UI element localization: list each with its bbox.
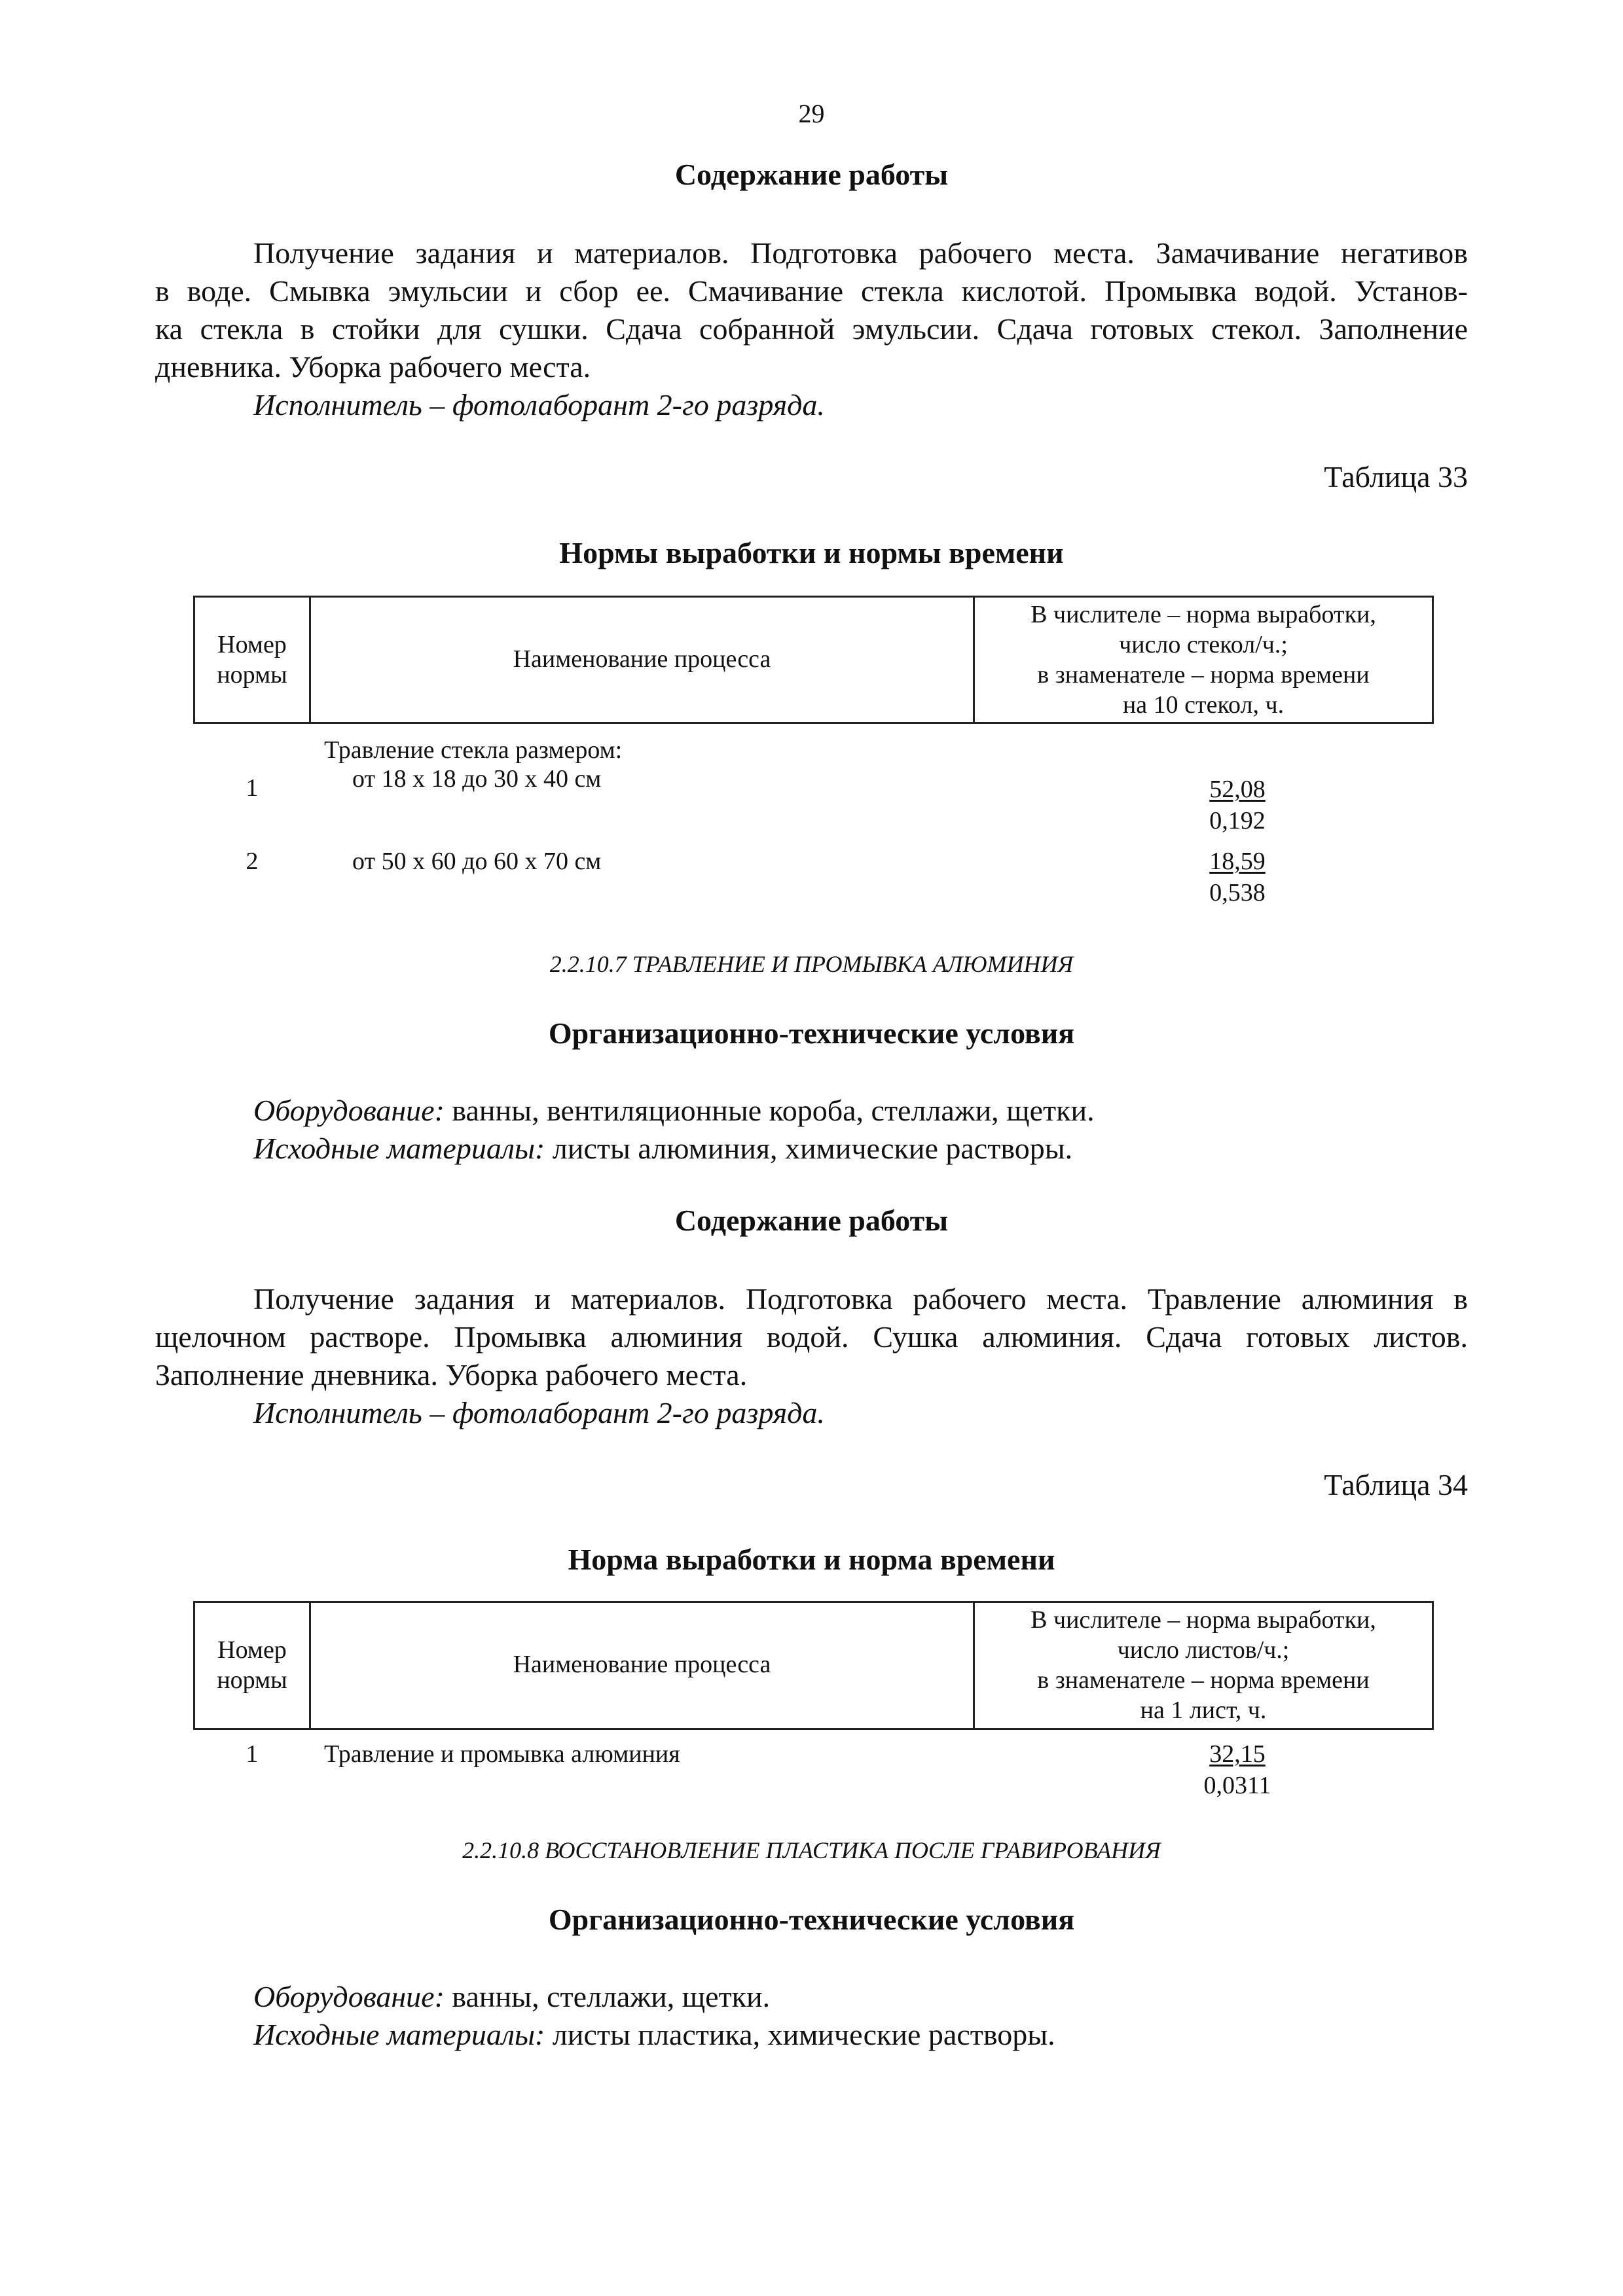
paragraph-line: Получение задания и материалов. Подготовка рабочего места. Травление алюминия в: [253, 1282, 1468, 1316]
executor-line: Исполнитель – фотолаборант 2-го разряда.: [253, 388, 825, 422]
section-title: 2.2.10.8 ВОССТАНОВЛЕНИЕ ПЛАСТИКА ПОСЛЕ ГРАВИРОВАНИЯ: [462, 1837, 1161, 1863]
materials-label: Исходные материалы:: [253, 1132, 545, 1165]
row-norm: [1106, 1738, 1368, 1801]
conditions-heading: Организационно-технические условия: [548, 1016, 1075, 1050]
norm-denominator: 0,0311: [1203, 1772, 1271, 1799]
materials-line: [253, 1127, 1566, 1170]
table-title: Нормы выработки и нормы времени: [559, 536, 1064, 569]
equipment-label: Оборудование:: [253, 1980, 445, 2013]
section-title: 2.2.10.7 ТРАВЛЕНИЕ И ПРОМЫВКА АЛЮМИНИЯ: [549, 951, 1074, 977]
content-heading-1: Содержание работы: [674, 158, 949, 191]
norm-denominator: 0,192: [1209, 807, 1266, 834]
row-name: от 50 х 60 до 60 х 70 см: [352, 848, 602, 875]
paragraph-line: ка стекла в стойки для сушки. Сдача собранной эмульсии. Сдача готовых стекол. Заполнение: [155, 312, 1468, 346]
header-name: Наименование процесса: [513, 1651, 771, 1678]
materials-value: листы алюминия, химические растворы.: [545, 1132, 1073, 1165]
conditions-heading: Организационно-технические условия: [548, 1903, 1075, 1936]
header-number: Номер нормы: [217, 1636, 287, 1694]
equipment-value: ванны, вентиляционные короба, стеллажи, щетки.: [444, 1094, 1095, 1127]
table-label: Таблица 33: [1324, 460, 1468, 493]
equipment-value: ванны, стеллажи, щетки.: [444, 1980, 771, 2013]
materials-value: листы пластика, химические растворы.: [545, 2018, 1055, 2051]
equipment-label: Оборудование:: [253, 1094, 445, 1127]
table-label: Таблица 34: [1324, 1468, 1468, 1501]
row-name: от 18 х 18 до 30 х 40 см: [352, 765, 602, 793]
table-title: Норма выработки и норма времени: [568, 1543, 1055, 1576]
paragraph-line: щелочном растворе. Промывка алюминия водой. Сушка алюминия. Сдача готовых листов.: [155, 1320, 1468, 1354]
row-norm: [1106, 846, 1368, 908]
paragraph-line: Получение задания и материалов. Подготовка рабочего места. Замачивание негативов: [253, 236, 1468, 270]
content-heading-2: Содержание работы: [674, 1204, 949, 1237]
norm-numerator: 32,15: [1209, 1740, 1266, 1768]
norm-numerator: 52,08: [1209, 776, 1266, 803]
paragraph-line: дневника. Уборка рабочего места.: [155, 350, 591, 384]
row-number: 1: [246, 1740, 259, 1768]
row-norm: [1106, 774, 1368, 836]
paragraph-line: в воде. Смывка эмульсии и сбор ее. Смачивание стекла кислотой. Промывка водой. Установ-: [155, 274, 1468, 308]
norm-numerator: 18,59: [1209, 848, 1266, 875]
header-norm: В числителе – норма выработки, число стекол/ч.; в знаменателе – норма времени на 10 стекол, ч.: [1030, 601, 1376, 719]
header-norm: В числителе – норма выработки, число листов/ч.; в знаменателе – норма времени на 1 лист, ч.: [1030, 1606, 1376, 1724]
row-number: 1: [246, 774, 259, 802]
equipment-line: [253, 1975, 1566, 2018]
group-label: Травление стекла размером:: [324, 736, 623, 764]
row-number: 2: [246, 848, 259, 875]
row-name: Травление и промывка алюминия: [324, 1740, 680, 1768]
materials-line: [253, 2013, 1566, 2056]
materials-label: Исходные материалы:: [253, 2018, 545, 2051]
executor-line: Исполнитель – фотолаборант 2-го разряда.: [253, 1396, 825, 1429]
norm-denominator: 0,538: [1209, 879, 1266, 906]
header-number: Номер нормы: [217, 631, 287, 689]
paragraph-line: Заполнение дневника. Уборка рабочего места.: [155, 1358, 748, 1391]
page-number: 29: [798, 99, 825, 128]
header-name: Наименование процесса: [513, 645, 771, 673]
equipment-line: [253, 1089, 1566, 1132]
